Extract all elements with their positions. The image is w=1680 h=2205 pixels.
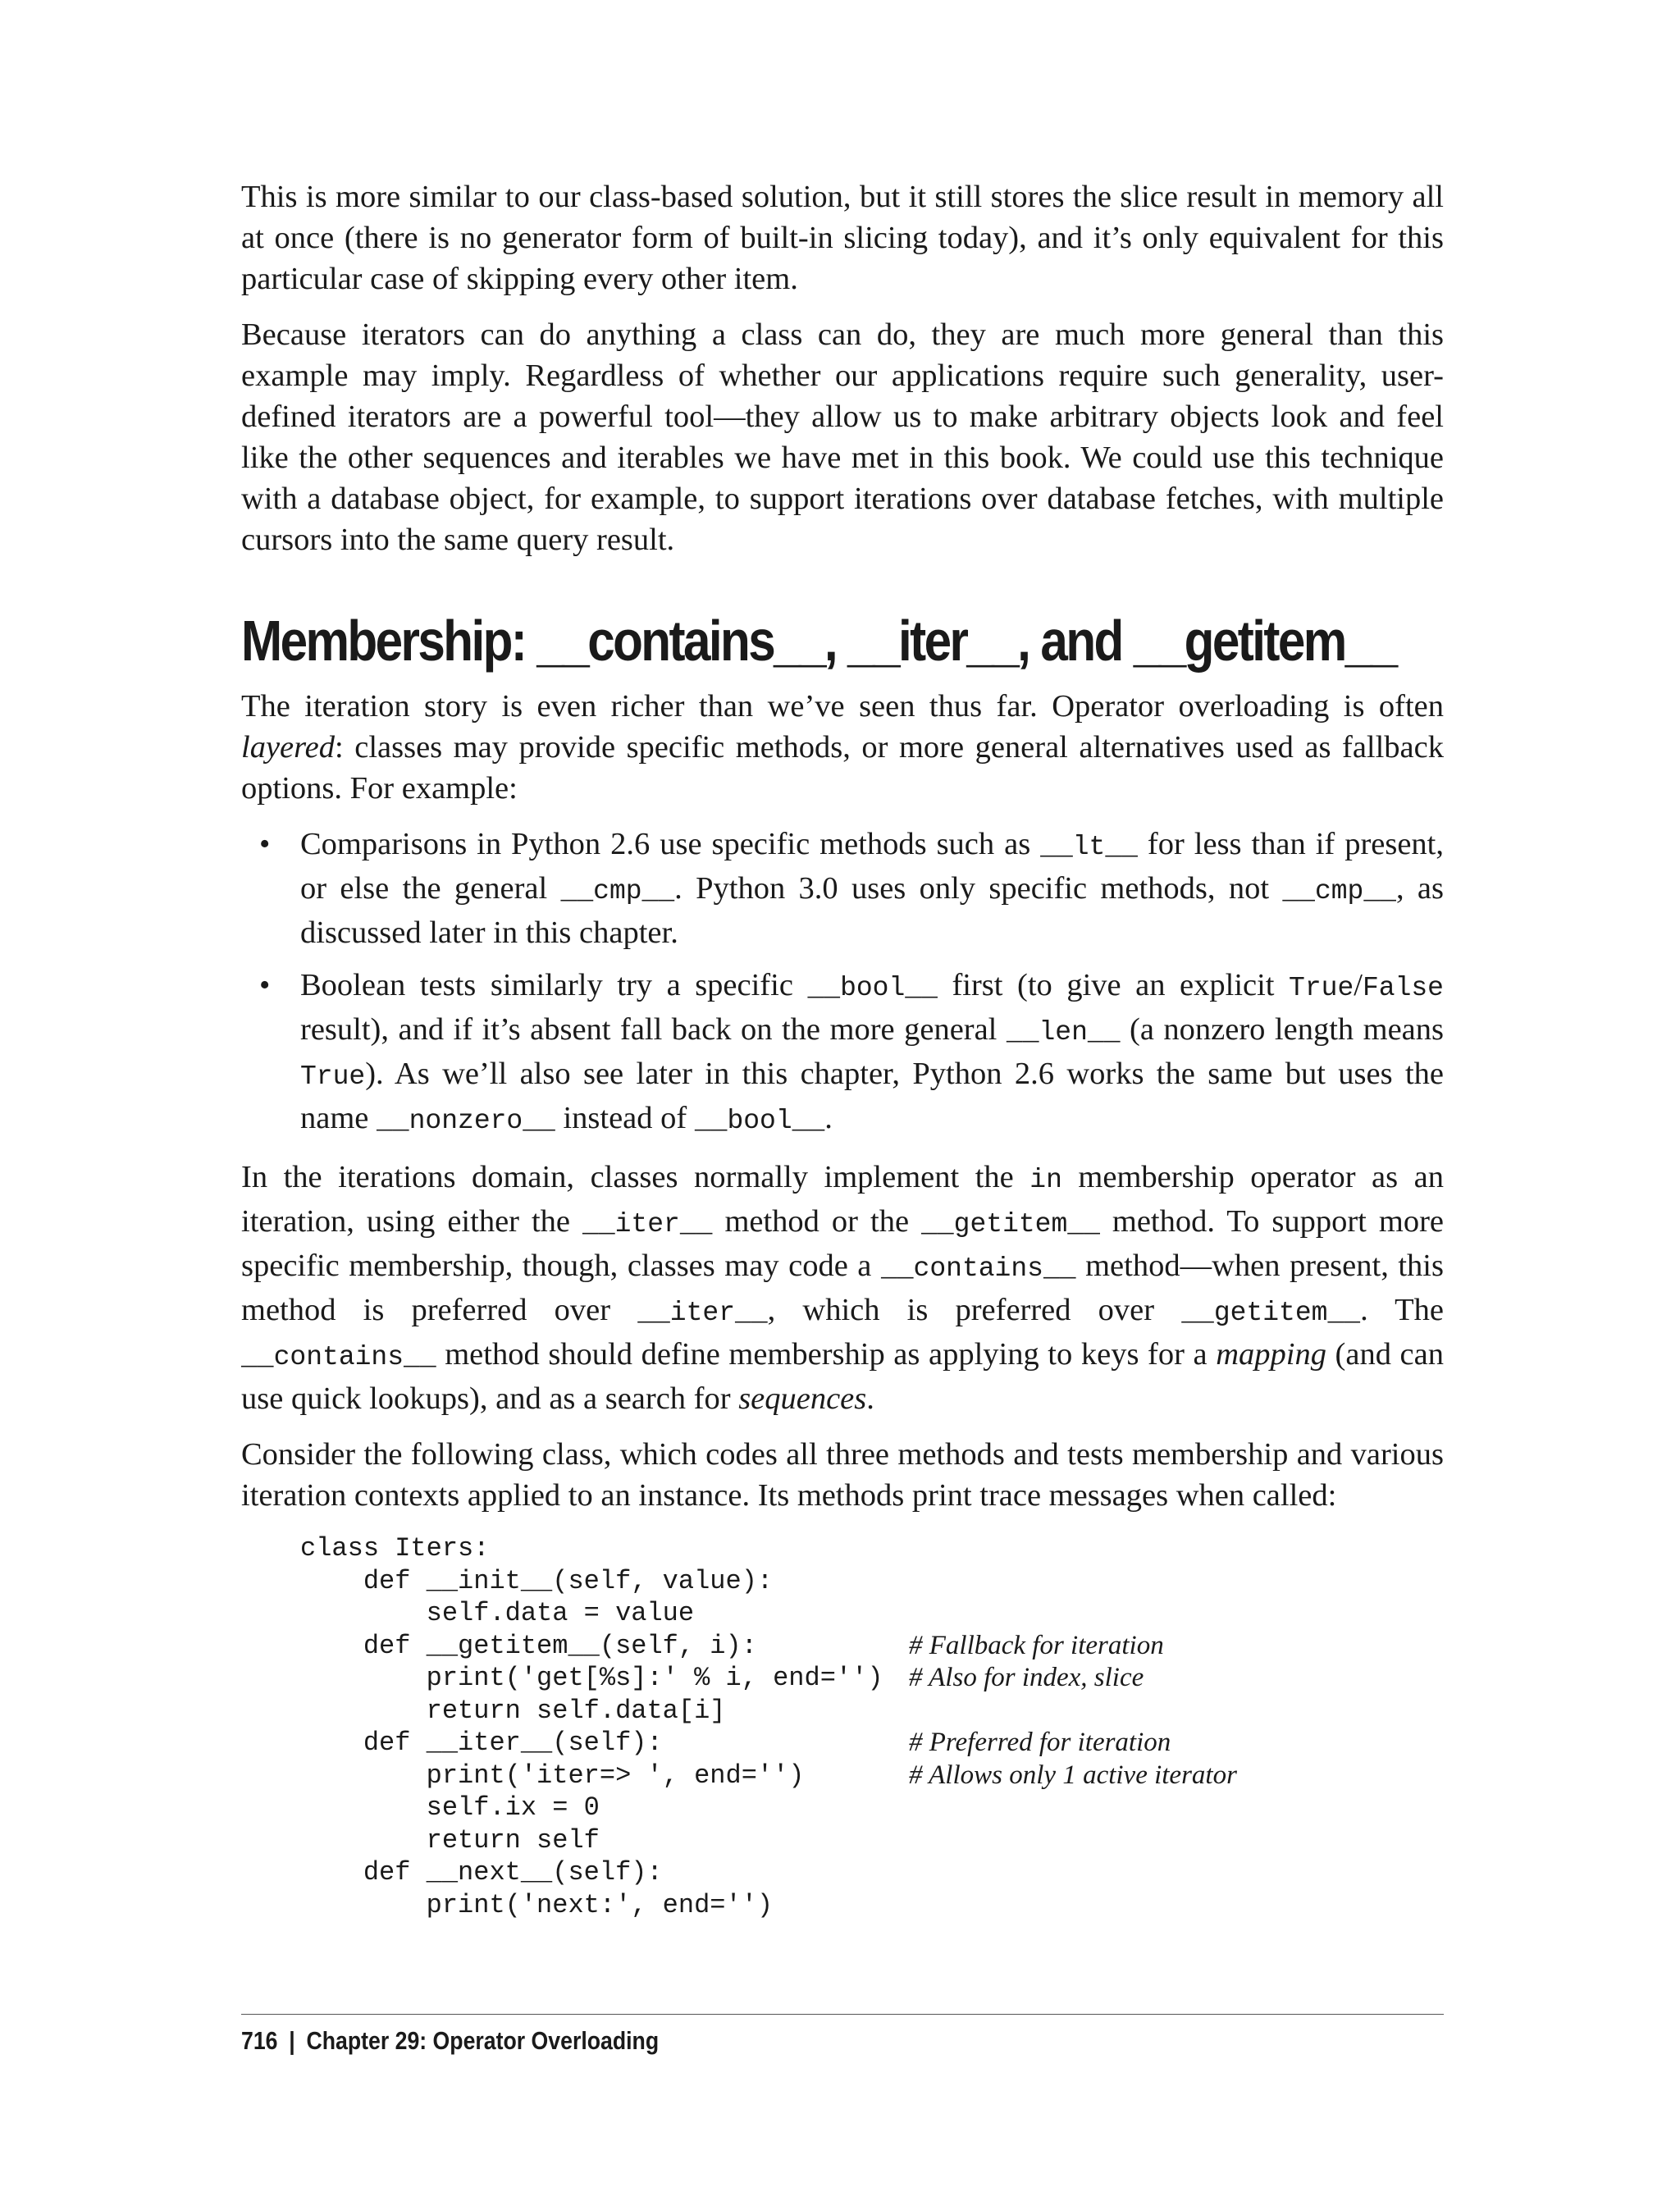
code-block: [300, 1532, 1444, 1921]
bullet-glyph: •: [259, 968, 271, 1002]
chapter-title: Chapter 29: Operator Overloading: [306, 2026, 660, 2055]
code-line: print('iter=> ', end='') # Allows only 1 active iterator: [300, 1760, 1237, 1791]
code-line: return self: [300, 1824, 600, 1856]
code-comment: # Allows only 1 active iterator: [909, 1760, 1237, 1790]
list-item: • Boolean tests similarly try a specific __bool__ first (to give an explicit True/False result), and if it’s absent fall back on the more general __len__ (a nonzero length means True). As we’ll also see later in this chapter, Python 2.6 works the same but uses the name __nonzero__ instead of __bool__.: [241, 965, 1444, 1142]
footer-separator: |: [289, 2026, 295, 2055]
footer-divider: [241, 2014, 1444, 2015]
paragraph-membership: In the iterations domain, classes normally implement the in membership operator as an iteration, using either the __iter__ method or the __getitem__ method. To support more specific membership, though, classes may code a __contains__ method—when present, this method is preferred over __iter__, which is preferred over __getitem__. The __contains__ method should define membership as applying to keys for a mapping (and can use quick lookups), and as a search for sequences.: [241, 1160, 1444, 1416]
code-line: def __init__(self, value):: [300, 1565, 774, 1596]
code-line: print('next:', end=''): [300, 1889, 774, 1920]
code-line: print('get[%s]:' % i, end='') # Also for index, slice: [300, 1663, 1144, 1693]
page-body: [241, 176, 1444, 1921]
paragraph-iterators-general: Because iterators can do anything a class can do, they are much more general than this example may imply. Regardless of whether our applications require such generality, user-defined iterators are a powerful tool—they allow us to make arbitrary objects look and feel like the other sequences and iterables we have met in this book. We could use this technique with a database object, for example, to support iterations over database fetches, with multiple cursors into the same query result.: [241, 317, 1444, 557]
code-comment: # Preferred for iteration: [909, 1728, 1171, 1757]
paragraph-slicing: This is more similar to our class-based solution, but it still stores the slice result in memory all at once (there is no generator form of built-in slicing today), and it’s only equivalent for this particular case of skipping every other item.: [241, 180, 1444, 296]
code-line: def __next__(self):: [300, 1857, 663, 1888]
paragraph-consider-class: Consider the following class, which codes all three methods and tests membership and various iteration contexts applied to an instance. Its methods print trace messages when called:: [241, 1437, 1444, 1513]
bullet-glyph: •: [259, 827, 271, 861]
code-comment: # Also for index, slice: [909, 1663, 1144, 1692]
paragraph-iteration-story: The iteration story is even richer than we’ve seen thus far. Operator overloading is often layered: classes may provide specific methods, or more general alternatives used as fallback options. For example:: [241, 689, 1444, 806]
code-line: def __getitem__(self, i): # Fallback for iteration: [300, 1630, 1164, 1661]
page-footer: [241, 2025, 659, 2057]
list-item: • Comparisons in Python 2.6 use specific methods such as __lt__ for less than if present, or else the general __cmp__. Python 3.0 uses only specific methods, not __cmp__, as discussed later in this chapter.: [241, 824, 1444, 953]
code-line: class Iters:: [300, 1533, 490, 1564]
code-line: def __iter__(self): # Preferred for iteration: [300, 1728, 1171, 1758]
code-line: self.ix = 0: [300, 1792, 600, 1823]
bullet-list: [241, 824, 1444, 1142]
code-line: return self.data[i]: [300, 1695, 726, 1726]
code-line: self.data = value: [300, 1598, 695, 1628]
section-heading: Membership: __contains__, __iter__, and __getitem__: [241, 609, 1396, 673]
code-comment: # Fallback for iteration: [909, 1630, 1164, 1660]
page-number: 716: [241, 2026, 278, 2055]
